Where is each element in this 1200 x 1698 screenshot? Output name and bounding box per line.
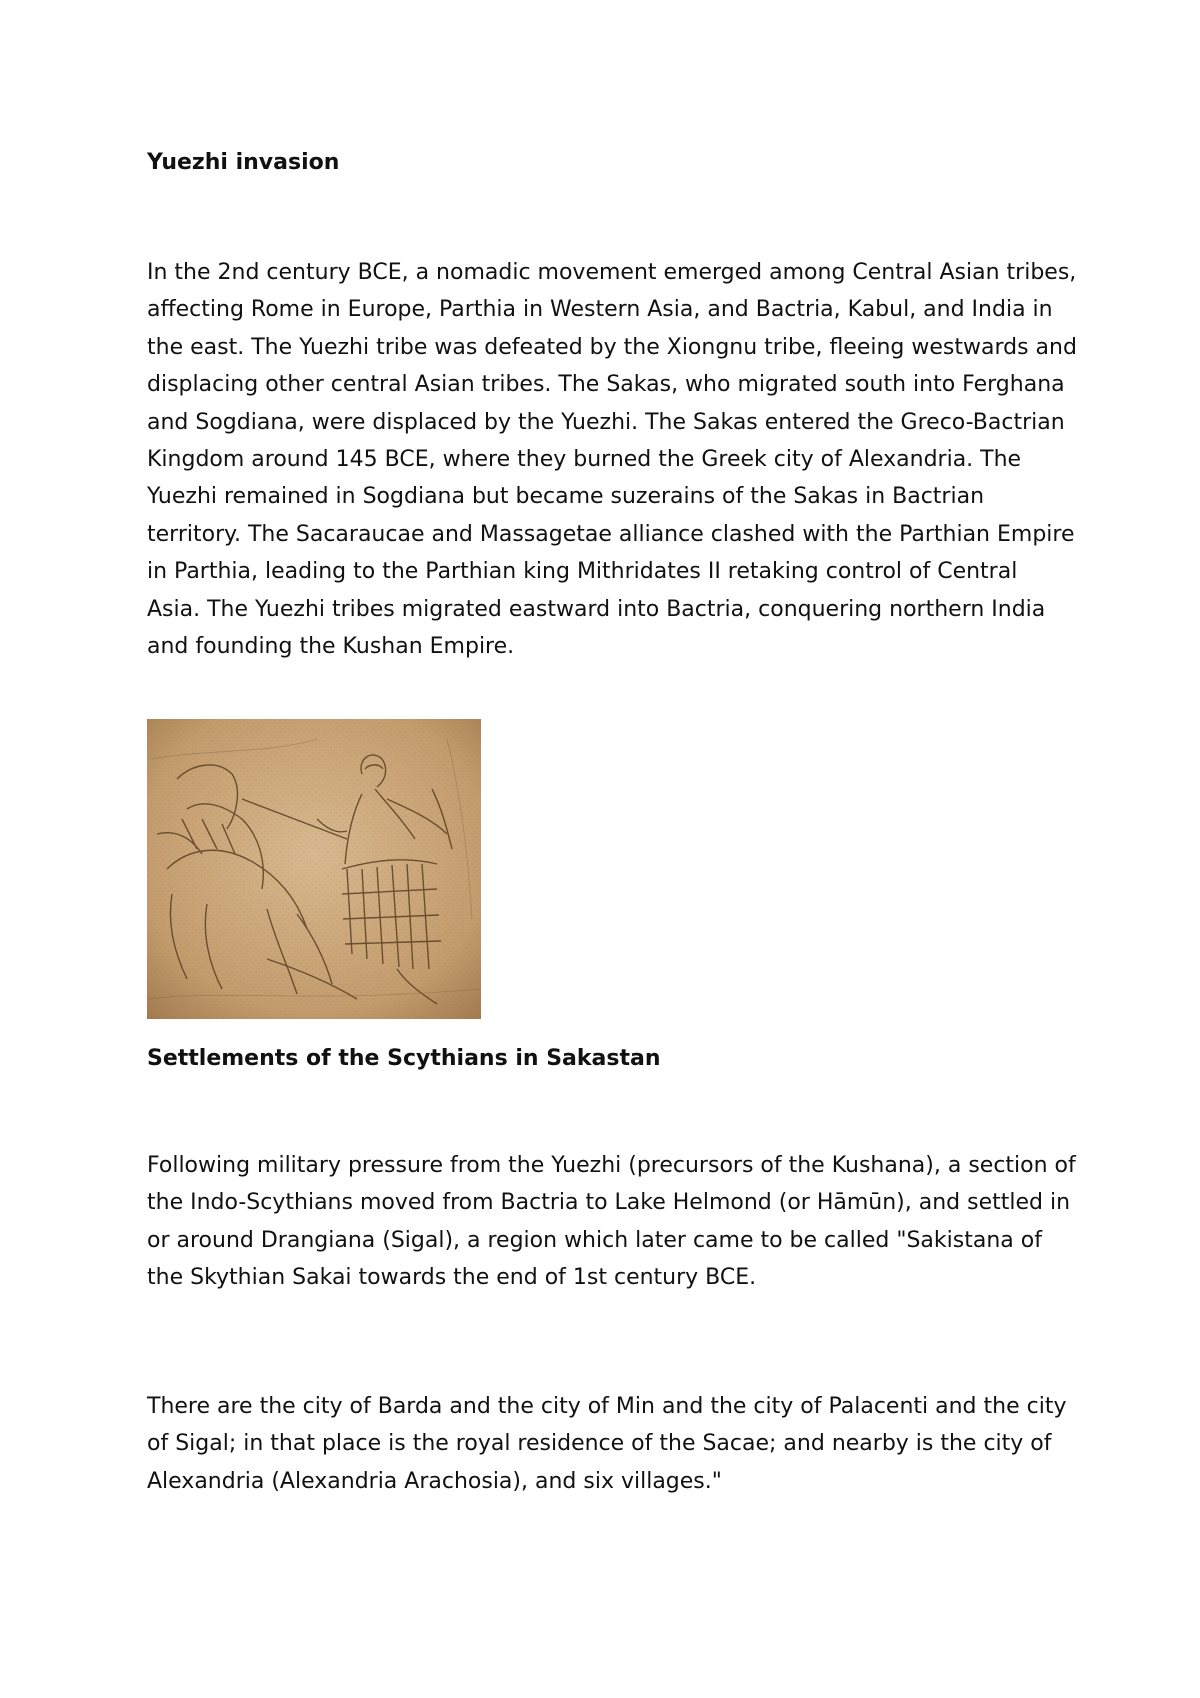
paragraph-settlements-1: Following military pressure from the Yuezhi (precursors of the Kushana), a section of the Indo-Scythians moved from Bactria to Lake Helmond (or Hāmūn), and settled in or around Drangiana (Sigal), a region which later came to be called "Sakistana of the Skythian Sakai towards the end of 1st century BCE. bbox=[147, 1153, 1076, 1291]
paragraph-yuezhi-invasion: In the 2nd century BCE, a nomadic movement emerged among Central Asian tribes, affecting Rome in Europe, Parthia in Western Asia, and Bactria, Kabul, and India in the east. The Yuezhi tribe was defeated by the Xiongnu tribe, fleeing westwards and displacing other central Asian tribes. The Sakas, who migrated south into Ferghana and Sogdiana, were displaced by the Yuezhi. The Sakas entered the Greco-Bactrian Kingdom around 145 BCE, where they burned the Greek city of Alexandria. The Yuezhi remained in Sogdiana but became suzerains of the Sakas in Bactrian territory. The Sacaraucae and Massagetae alliance clashed with the Parthian Empire in Parthia, leading to the Parthian king Mithridates II retaking control of Central Asia. The Yuezhi tribes migrated eastward into Bactria, conquering northern India and founding the Kushan Empire. bbox=[147, 260, 1077, 660]
section-heading-settlements: Settlements of the Scythians in Sakastan bbox=[147, 1046, 661, 1071]
relief-carving-image bbox=[147, 719, 481, 1019]
paragraph-settlements-2: There are the city of Barda and the city of Min and the city of Palacenti and the city of Sigal; in that place is the royal residence of the Sacae; and nearby is the city of Alexandria (Alexandria Arachosia), and six villages." bbox=[147, 1394, 1067, 1494]
relief-carving-illustration bbox=[147, 719, 481, 1019]
section-heading-yuezhi-invasion: Yuezhi invasion bbox=[147, 150, 340, 175]
